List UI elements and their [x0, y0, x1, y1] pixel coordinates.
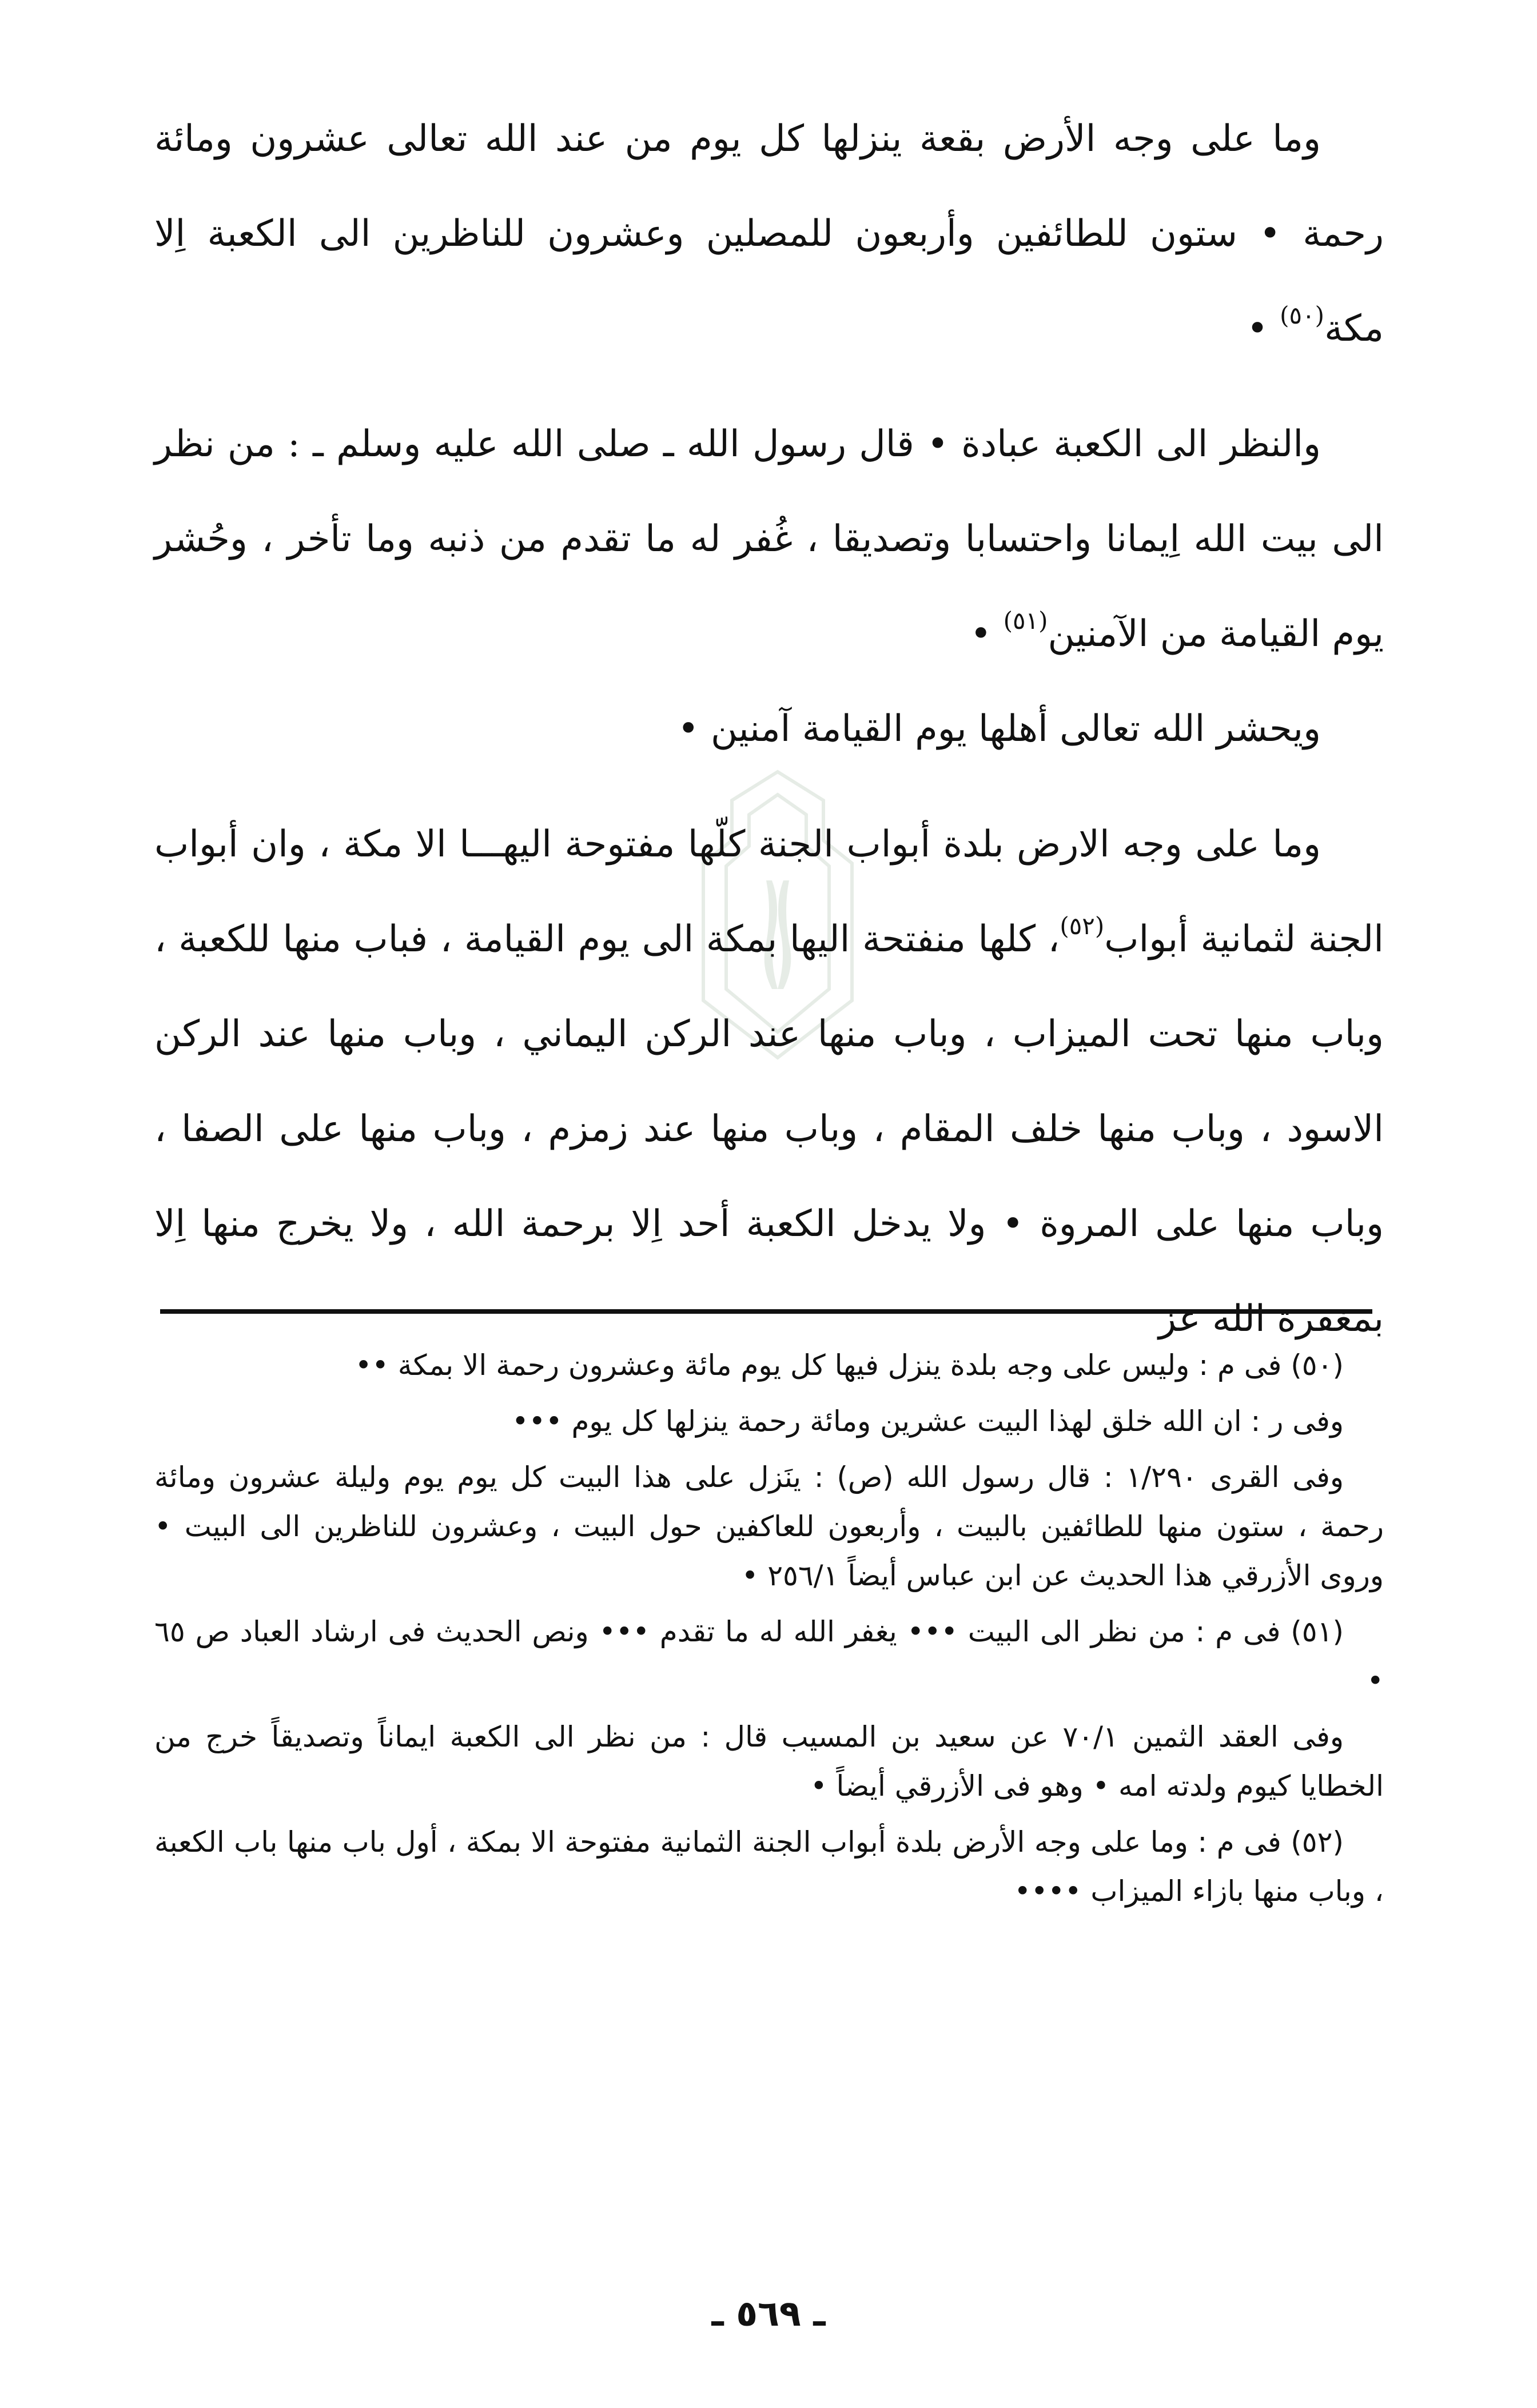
paragraph-text: وما على وجه الارض بلدة أبواب الجنة كلّها مفتوحة اليهـــا الا مكة ، وان أبواب الجنة لثمانية أبواب	[154, 823, 1384, 960]
page-number: ـ ٥٦٩ ـ	[711, 2293, 826, 2334]
paragraph-text: والنظر الى الكعبة عبادة • قال رسول الله ـ صلى الله عليه وسلم ـ : من نظر الى بيت الله اِيمانا واحتسابا وتصديقا ، غُفر له ما تقدم من ذنبه وما تأخر ، وحُشر يوم القيامة من الآمنين	[154, 423, 1384, 655]
main-text	[154, 91, 1384, 1366]
footnote-mark: (٥٠)	[1280, 301, 1325, 329]
paragraph	[154, 397, 1384, 681]
footnote: (٥١) فى م : من نظر الى البيت ••• يغفر الله له ما تقدم ••• ونص الحديث فى ارشاد العباد ص ٦٥ •	[154, 1615, 1384, 1697]
paragraph-text: ، كلها منفتحة اليها بمكة الى يوم القيامة ، فباب منها للكعبة ، وباب منها تحت الميزاب ، وباب منها عند الركن اليماني ، وباب منها عند الركن الاسود ، وباب منها خلف المقام ، وباب منها عند زمزم ، وباب منها على الصفا ، وباب منها على المروة • ولا يدخل الكعبة أحد اِلا برحمة الله ، ولا يخرج منها اِلا بمغفرة الله عز	[154, 918, 1384, 1340]
paragraph: ويحشر الله تعالى أهلها يوم القيامة آمنين •	[677, 708, 1321, 750]
footnote: وفى العقد الثمين ٧٠/١ عن سعيد بن المسيب قال : من نظر الى الكعبة ايماناً وتصديقاً خرج من الخطايا كيوم ولدته امه • وهو فى الأزرقي أيضاً •	[154, 1720, 1384, 1803]
footnote: (٥٢) فى م : وما على وجه الأرض بلدة أبواب الجنة الثمانية مفتوحة الا بمكة ، أول باب منها باب الكعبة ، وباب منها بازاء الميزاب ••••	[154, 1825, 1384, 1908]
paragraph	[154, 797, 1384, 1366]
paragraph-text: وما على وجه الأرض بقعة ينزلها كل يوم من عند الله تعالى عشرون ومائة رحمة • ستون للطائفين وأربعون للمصلين وعشرون للناظرين الى الكعبة اِلا مكة	[154, 118, 1384, 350]
footnote-separator-rule	[160, 1309, 1372, 1314]
footnote: وفى القرى ١/٢٩٠ : قال رسول الله (ص) : ينَزل على هذا البيت كل يوم يوم وليلة عشرون ومائة رحمة ، ستون منها للطائفين بالبيت ، وأربعون للعاكفين حول البيت ، وعشرون للناظرين الى البيت • وروى الأزرقي هذا الحديث عن ابن عباس أيضاً ٢٥٦/١ •	[154, 1461, 1384, 1592]
footnote: (٥٠) فى م : وليس على وجه بلدة ينزل فيها كل يوم مائة وعشرون رحمة الا بمكة ••	[355, 1349, 1344, 1382]
paragraph-end: •	[970, 613, 992, 655]
footnotes	[154, 1341, 1384, 1923]
paragraph	[154, 91, 1384, 376]
paragraph-end: •	[1247, 308, 1268, 350]
footnote-mark: (٥٢)	[1060, 912, 1105, 940]
footnote-mark: (٥١)	[1003, 607, 1048, 635]
footnote: وفى ر : ان الله خلق لهذا البيت عشرين ومائة رحمة ينزلها كل يوم •••	[512, 1405, 1344, 1438]
